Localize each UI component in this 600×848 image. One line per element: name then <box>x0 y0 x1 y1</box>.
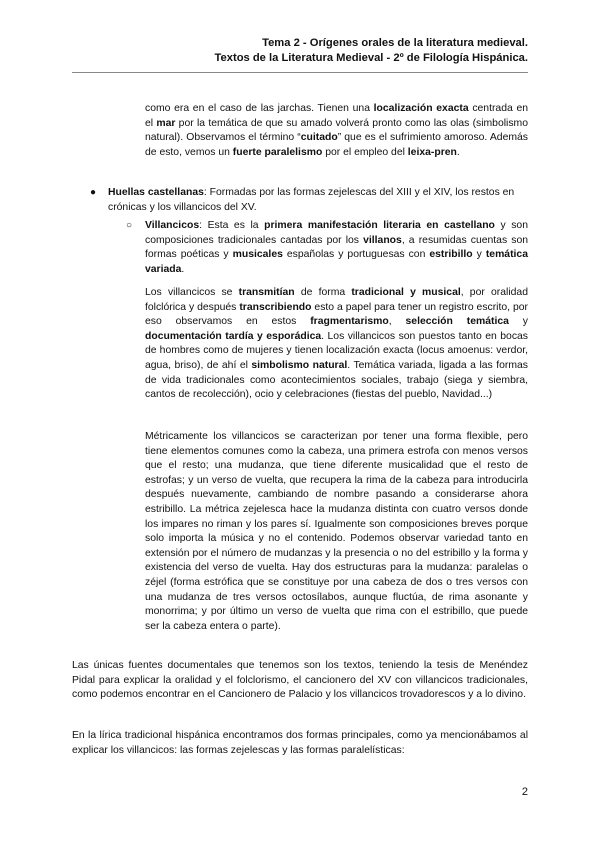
paragraph-metrica: Métricamente los villancicos se caracterizan por tener una forma flexible, pero tiene elementos comunes como la cabeza, una primera estrofa con menos versos que el resto; una mudanza, que tiene diferente musicalidad que el resto de estrofas; y un verso de vuelta, que recupera la rima de la cabeza para introducirla después nuevamente, cambiando de nombre pasando a considerarse ahora estribillo. La métrica zejelesca hace la mudanza distinta con cuatro versos donde los impares no riman y los pares sí. Igualmente son composiciones breves porque solo importa la música y no el contenido. Podemos observar variedad tanto en extensión por el número de mudanzas y la presencia o no del estribillo y la forma y existencia del verso de vuelta. Hay dos estructuras para la mudanza: paralelas o zéjel (forma estrófica que se constituye por una cabeza de dos o tres versos con una mudanza de tres versos octosílabos, aunque fluctúa, de rima asonante y monorrima; y por último un verso de vuelta que rima con el estribillo, que puede ser la cabeza entera o parte). <box>145 431 528 632</box>
header-line-2: Textos de la Literatura Medieval - 2º de Filología Hispánica. <box>214 52 528 64</box>
circle-bullet-icon: ○ <box>126 220 133 231</box>
list-item-text: Huellas castellanas: Formadas por las formas zejelescas del XIII y el XIV, los restos en crónicas y los villancicos del XV. <box>108 187 515 213</box>
page-header <box>215 36 528 66</box>
paragraph-fuentes: Las únicas fuentes documentales que tenemos son los textos, teniendo la tesis de Menéndez Pidal para explicar la oralidad y el folclorismo, el cancionero del XV con villancicos tradicionales, como podemos encontrar en el Cancionero de Palacio y los villancicos trovadorescos y a lo divino. <box>72 660 528 701</box>
sublist-item-text: Villancicos: Esta es la primera manifestación literaria en castellano y son composiciones tradicionales cantadas por los villanos, a resumidas cuentas son formas poéticas y musicales españolas y portuguesas con estribillo y temática variada. <box>145 220 529 275</box>
paragraph-formas-principales: En la lírica tradicional hispánica encontramos dos formas principales, como ya mencionábamos al explicar los villancicos: las formas zejelescas y las formas paralelísticas: <box>72 730 528 756</box>
paragraph-jarchas-continuation: como era en el caso de las jarchas. Tienen una localización exacta centrada en el mar por la temática de que su amado volverá pronto como las olas (simbolismo natural). Observamos el término “cuitado” que es el sufrimiento amoroso. Además de esto, vemos un fuerte paralelismo por el empleo del leixa-pren. <box>145 103 528 158</box>
header-divider <box>72 72 528 73</box>
bullet-icon: ● <box>90 187 97 198</box>
header-line-1: Tema 2 - Orígenes orales de la literatura medieval. <box>262 37 528 49</box>
paragraph-transmision: Los villancicos se transmitían de forma tradicional y musical, por oralidad folclórica y después transcribiendo esto a papel para tener un registro escrito, por eso observamos en estos fragmentarismo, selección temática y documentación tardía y esporádica. Los villancicos son puestos tanto en bocas de hombres como de mujeres y tienen localización exacta (locus amoenus: verdor, agua, briso), de ahí el simbolismo natural. Temática variada, ligada a las formas de vida tradicionales como acontecimientos sociales, trabajo (siega y siembra, cantos de recolección), ocio y celebraciones (fiestas del pueblo, Navidad...) <box>145 287 528 401</box>
page-number: 2 <box>521 786 528 798</box>
